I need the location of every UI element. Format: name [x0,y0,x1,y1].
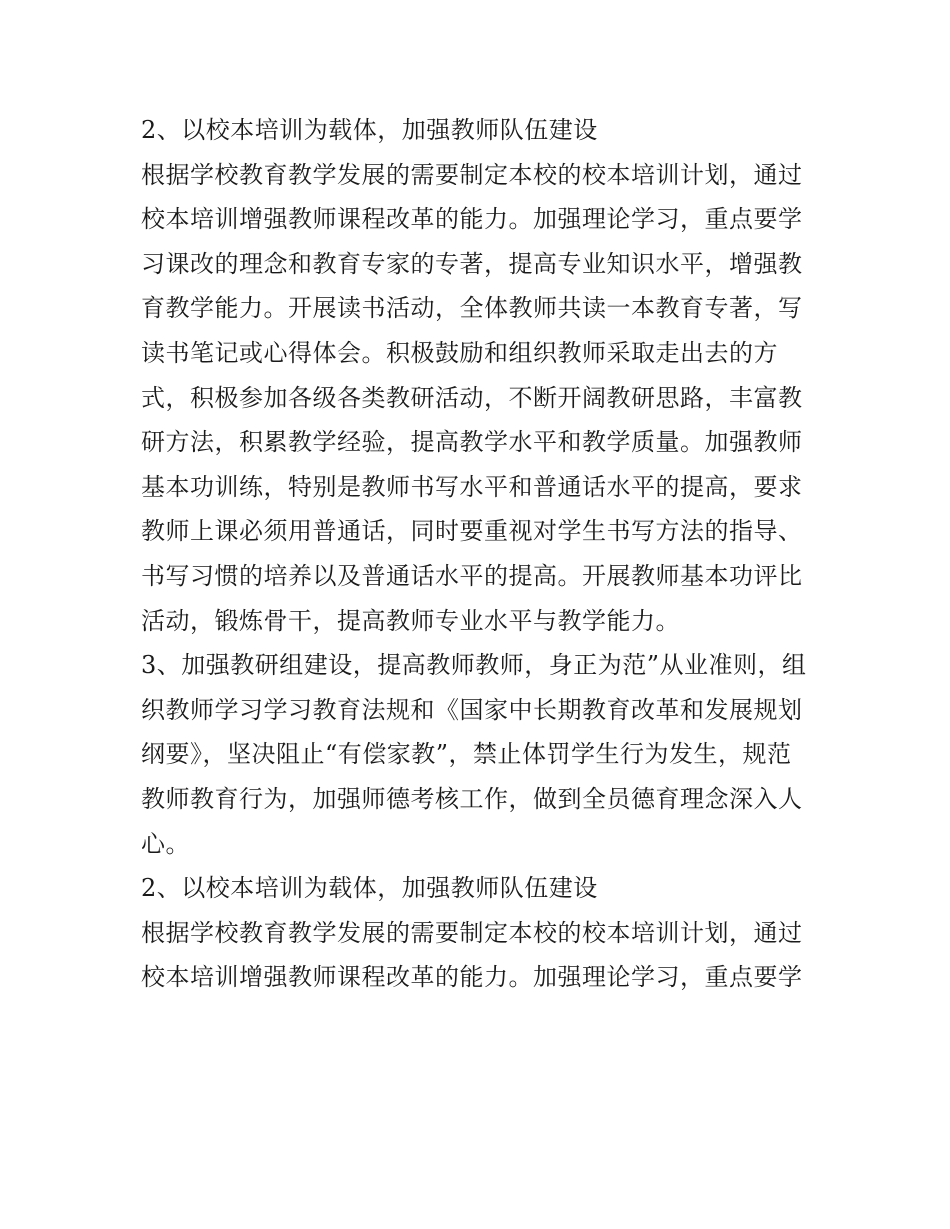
body-line: 织教师学习学习教育法规和《国家中长期教育改革和发展规划 [141,695,803,724]
body-line: 校本培训增强教师课程改革的能力。加强理论学习，重点要学 [141,205,803,234]
body-line: 育教学能力。开展读书活动，全体教师共读一本教育专著，写 [141,294,803,323]
body-line: 读书笔记或心得体会。积极鼓励和组织教师采取走出去的方 [141,338,778,367]
body-line: 式，积极参加各级各类教研活动，不断开阔教研思路，丰富教 [141,383,803,412]
body-line: 心。 [141,829,190,858]
body-line: 教师教育行为，加强师德考核工作，做到全员德育理念深入人 [141,784,803,813]
section-heading: 2、以校本培训为载体，加强教师队伍建设 [141,116,598,144]
body-line: 研方法，积累教学经验，提高教学水平和教学质量。加强教师 [141,428,803,457]
body-line: 教师上课必须用普通话，同时要重视对学生书写方法的指导、 [141,517,803,546]
body-line: 纲要》，坚决阻止“有偿家教”，禁止体罚学生行为发生，规范 [141,740,792,769]
section-heading: 2、以校本培训为载体，加强教师队伍建设 [141,874,598,903]
body-line: 根据学校教育教学发展的需要制定本校的校本培训计划，通过 [141,918,803,947]
body-line: 书写习惯的培养以及普通话水平的提高。开展教师基本功评比 [141,561,803,590]
body-line: 活动，锻炼骨干，提高教师专业水平与教学能力。 [141,606,680,635]
body-line: 校本培训增强教师课程改革的能力。加强理论学习，重点要学 [141,963,803,992]
body-line: 基本功训练，特别是教师书写水平和普通话水平的提高，要求 [141,472,803,501]
body-line: 根据学校教育教学发展的需要制定本校的校本培训计划，通过 [141,160,803,189]
body-line: 习课改的理念和教育专家的专著，提高专业知识水平，增强教 [141,249,803,278]
section-heading: 3、加强教研组建设，提高教师教师，身正为范”从业准则，组 [141,651,807,680]
document-body [141,108,821,1000]
